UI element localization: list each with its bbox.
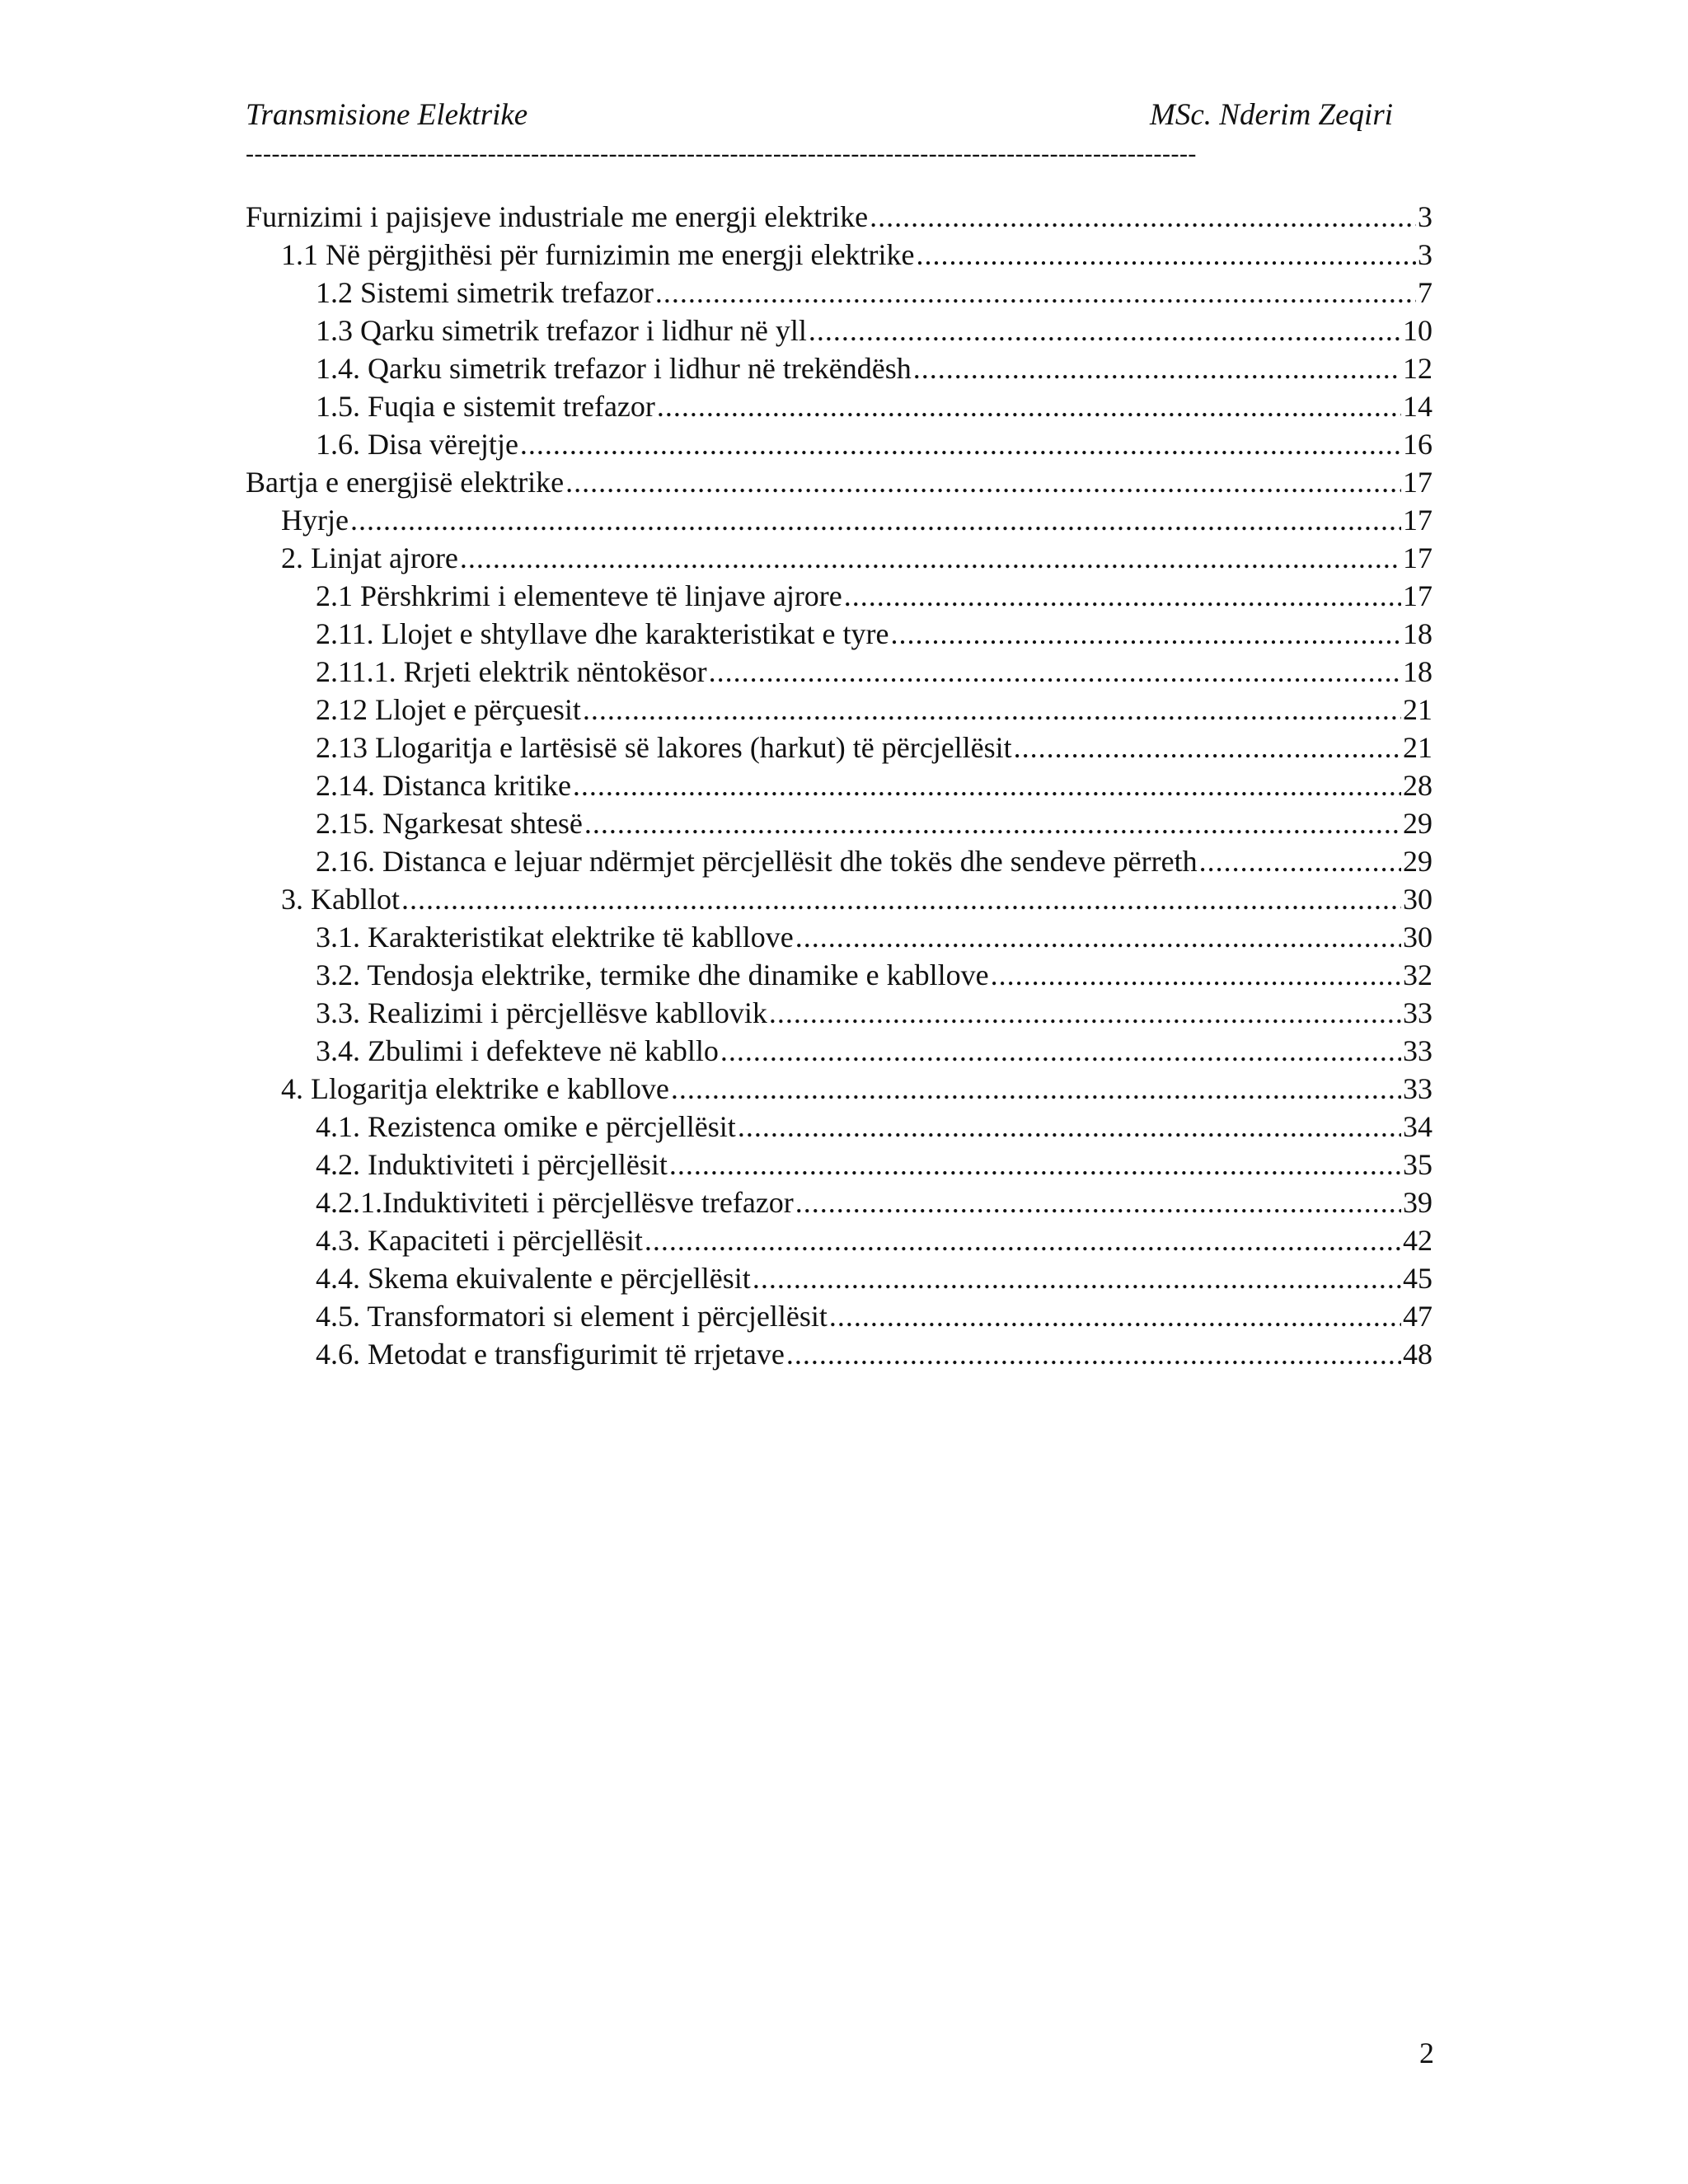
toc-entry[interactable] (246, 994, 1432, 1032)
toc-entry-title: 4.6. Metodat e transfigurimit të rrjetave (316, 1338, 785, 1371)
toc-entry-title: 3.4. Zbulimi i defekteve në kabllo (316, 1034, 719, 1067)
toc-dot-leader (655, 274, 1416, 312)
toc-entry[interactable] (246, 387, 1432, 425)
toc-dot-leader (720, 1032, 1401, 1070)
toc-entry[interactable] (246, 539, 1432, 577)
toc-entry-title: Hyrje (281, 504, 349, 537)
toc-entry[interactable] (246, 1297, 1432, 1335)
toc-dot-leader (645, 1221, 1401, 1259)
toc-entry-page: 33 (1403, 1034, 1432, 1067)
toc-dot-leader (844, 577, 1401, 615)
toc-entry-page: 14 (1403, 390, 1432, 423)
toc-entry-title: 1.5. Fuqia e sistemit trefazor (316, 390, 655, 423)
toc-entry-title: 4.4. Skema ekuivalente e përcjellësit (316, 1262, 751, 1295)
toc-entry-title: 2.13 Llogaritja e lartësisë së lakores (harkut) të përcjellësit (316, 731, 1012, 764)
toc-entry[interactable] (246, 880, 1432, 918)
toc-dot-leader (870, 198, 1416, 236)
table-of-contents (246, 198, 1432, 1373)
toc-entry-title: 3.2. Tendosja elektrike, termike dhe dinamike e kabllove (316, 958, 989, 991)
toc-entry-title: 2.16. Distanca e lejuar ndërmjet përcjellësit dhe tokës dhe sendeve përreth (316, 845, 1198, 878)
toc-entry-title: 1.4. Qarku simetrik trefazor i lidhur në trekëndësh (316, 352, 912, 385)
toc-entry-page: 3 (1418, 200, 1432, 233)
toc-entry[interactable] (246, 766, 1432, 804)
toc-entry-title: 1.1 Në përgjithësi për furnizimin me energji elektrike (281, 238, 915, 271)
toc-entry[interactable] (246, 577, 1432, 615)
toc-entry-page: 47 (1403, 1300, 1432, 1333)
toc-dot-leader (709, 653, 1401, 691)
toc-entry[interactable] (246, 653, 1432, 691)
toc-entry-title: 4.5. Transformatori si element i përcjellësit (316, 1300, 828, 1333)
toc-entry[interactable] (246, 842, 1432, 880)
toc-entry-page: 21 (1403, 693, 1432, 726)
toc-entry[interactable] (246, 1183, 1432, 1221)
toc-entry-title: 1.2 Sistemi simetrik trefazor (316, 276, 654, 309)
toc-entry-page: 10 (1403, 314, 1432, 347)
toc-entry-page: 39 (1403, 1186, 1432, 1219)
toc-entry-page: 29 (1403, 807, 1432, 840)
toc-entry[interactable] (246, 804, 1432, 842)
toc-dot-leader (460, 539, 1401, 577)
toc-dot-leader (738, 1108, 1401, 1146)
page-number: 2 (1419, 2036, 1434, 2069)
toc-dot-leader (890, 615, 1401, 653)
toc-entry-page: 18 (1403, 617, 1432, 650)
header-divider: -------------------------------------------------------------------------------------------------------------- (246, 140, 1197, 167)
toc-entry-title: 4.1. Rezistenca omike e përcjellësit (316, 1110, 736, 1143)
toc-entry-title: 1.3 Qarku simetrik trefazor i lidhur në yll (316, 314, 807, 347)
toc-dot-leader (520, 425, 1401, 463)
toc-entry-page: 17 (1403, 579, 1432, 612)
toc-entry-page: 48 (1403, 1338, 1432, 1371)
toc-entry-title: 2.12 Llojet e përçuesit (316, 693, 581, 726)
header-document-title: Transmisione Elektrike (246, 98, 528, 132)
toc-entry[interactable] (246, 1070, 1432, 1108)
toc-dot-leader (583, 691, 1401, 729)
toc-entry-title: 3. Kabllot (281, 883, 400, 916)
toc-dot-leader (795, 918, 1401, 956)
toc-dot-leader (565, 463, 1401, 501)
toc-entry-page: 42 (1403, 1224, 1432, 1257)
toc-dot-leader (669, 1146, 1401, 1183)
toc-entry-page: 16 (1403, 428, 1432, 461)
toc-entry-page: 34 (1403, 1110, 1432, 1143)
toc-dot-leader (829, 1297, 1401, 1335)
toc-entry-page: 21 (1403, 731, 1432, 764)
toc-dot-leader (769, 994, 1401, 1032)
toc-dot-leader (671, 1070, 1401, 1108)
toc-dot-leader (584, 804, 1401, 842)
toc-entry-title: 3.1. Karakteristikat elektrike të kabllove (316, 921, 794, 954)
toc-entry[interactable] (246, 691, 1432, 729)
toc-dot-leader (786, 1335, 1401, 1373)
toc-entry-page: 17 (1403, 541, 1432, 574)
toc-entry-page: 32 (1403, 958, 1432, 991)
toc-entry[interactable] (246, 425, 1432, 463)
toc-entry-title: 2.14. Distanca kritike (316, 769, 571, 802)
toc-entry-title: 4. Llogaritja elektrike e kabllove (281, 1072, 669, 1105)
toc-dot-leader (795, 1183, 1401, 1221)
toc-entry-title: 1.6. Disa vërejtje (316, 428, 518, 461)
toc-dot-leader (913, 349, 1401, 387)
toc-entry-title: 4.2. Induktiviteti i përcjellësit (316, 1148, 668, 1181)
toc-dot-leader (1014, 729, 1401, 766)
toc-dot-leader (350, 501, 1401, 539)
toc-entry-title: 2.1 Përshkrimi i elementeve të linjave ajrore (316, 579, 842, 612)
toc-entry-page: 12 (1403, 352, 1432, 385)
toc-entry-title: 4.3. Kapaciteti i përcjellësit (316, 1224, 643, 1257)
toc-entry-title: Bartja e energjisë elektrike (246, 466, 565, 499)
toc-entry[interactable] (246, 1146, 1432, 1183)
toc-entry-page: 17 (1403, 466, 1432, 499)
toc-entry[interactable] (246, 274, 1432, 312)
toc-entry[interactable] (246, 463, 1432, 501)
toc-entry-page: 35 (1403, 1148, 1432, 1181)
toc-entry-page: 45 (1403, 1262, 1432, 1295)
toc-entry[interactable] (246, 1259, 1432, 1297)
toc-entry-title: 2. Linjat ajrore (281, 541, 458, 574)
toc-entry[interactable] (246, 918, 1432, 956)
toc-dot-leader (991, 956, 1401, 994)
toc-entry[interactable] (246, 1221, 1432, 1259)
toc-entry[interactable] (246, 198, 1432, 236)
toc-entry[interactable] (246, 349, 1432, 387)
toc-entry-title: 2.11.1. Rrjeti elektrik nëntokësor (316, 655, 707, 688)
toc-entry[interactable] (246, 1335, 1432, 1373)
page-header (246, 97, 1393, 138)
toc-entry-page: 29 (1403, 845, 1432, 878)
toc-dot-leader (401, 880, 1401, 918)
toc-entry-title: 2.11. Llojet e shtyllave dhe karakteristikat e tyre (316, 617, 889, 650)
toc-entry-page: 33 (1403, 996, 1432, 1029)
toc-entry[interactable] (246, 501, 1432, 539)
toc-dot-leader (753, 1259, 1401, 1297)
toc-entry-page: 28 (1403, 769, 1432, 802)
toc-entry-page: 3 (1418, 238, 1432, 271)
header-author: MSc. Nderim Zeqiri (1150, 98, 1393, 132)
toc-entry-page: 17 (1403, 504, 1432, 537)
toc-dot-leader (657, 387, 1401, 425)
toc-entry-title: 4.2.1.Induktiviteti i përcjellësve trefazor (316, 1186, 794, 1219)
toc-dot-leader (1199, 842, 1401, 880)
toc-entry-page: 7 (1418, 276, 1432, 309)
toc-entry[interactable] (246, 956, 1432, 994)
toc-entry[interactable] (246, 312, 1432, 349)
toc-entry[interactable] (246, 1032, 1432, 1070)
toc-dot-leader (809, 312, 1401, 349)
toc-entry[interactable] (246, 615, 1432, 653)
toc-dot-leader (573, 766, 1401, 804)
toc-entry-title: Furnizimi i pajisjeve industriale me energji elektrike (246, 200, 869, 233)
toc-entry-page: 30 (1403, 883, 1432, 916)
toc-dot-leader (916, 236, 1416, 274)
toc-entry[interactable] (246, 1108, 1432, 1146)
toc-entry-page: 18 (1403, 655, 1432, 688)
toc-entry[interactable] (246, 729, 1432, 766)
toc-entry-title: 3.3. Realizimi i përcjellësve kabllovik (316, 996, 767, 1029)
toc-entry-page: 30 (1403, 921, 1432, 954)
toc-entry-title: 2.15. Ngarkesat shtesë (316, 807, 583, 840)
toc-entry-page: 33 (1403, 1072, 1432, 1105)
toc-entry[interactable] (246, 236, 1432, 274)
